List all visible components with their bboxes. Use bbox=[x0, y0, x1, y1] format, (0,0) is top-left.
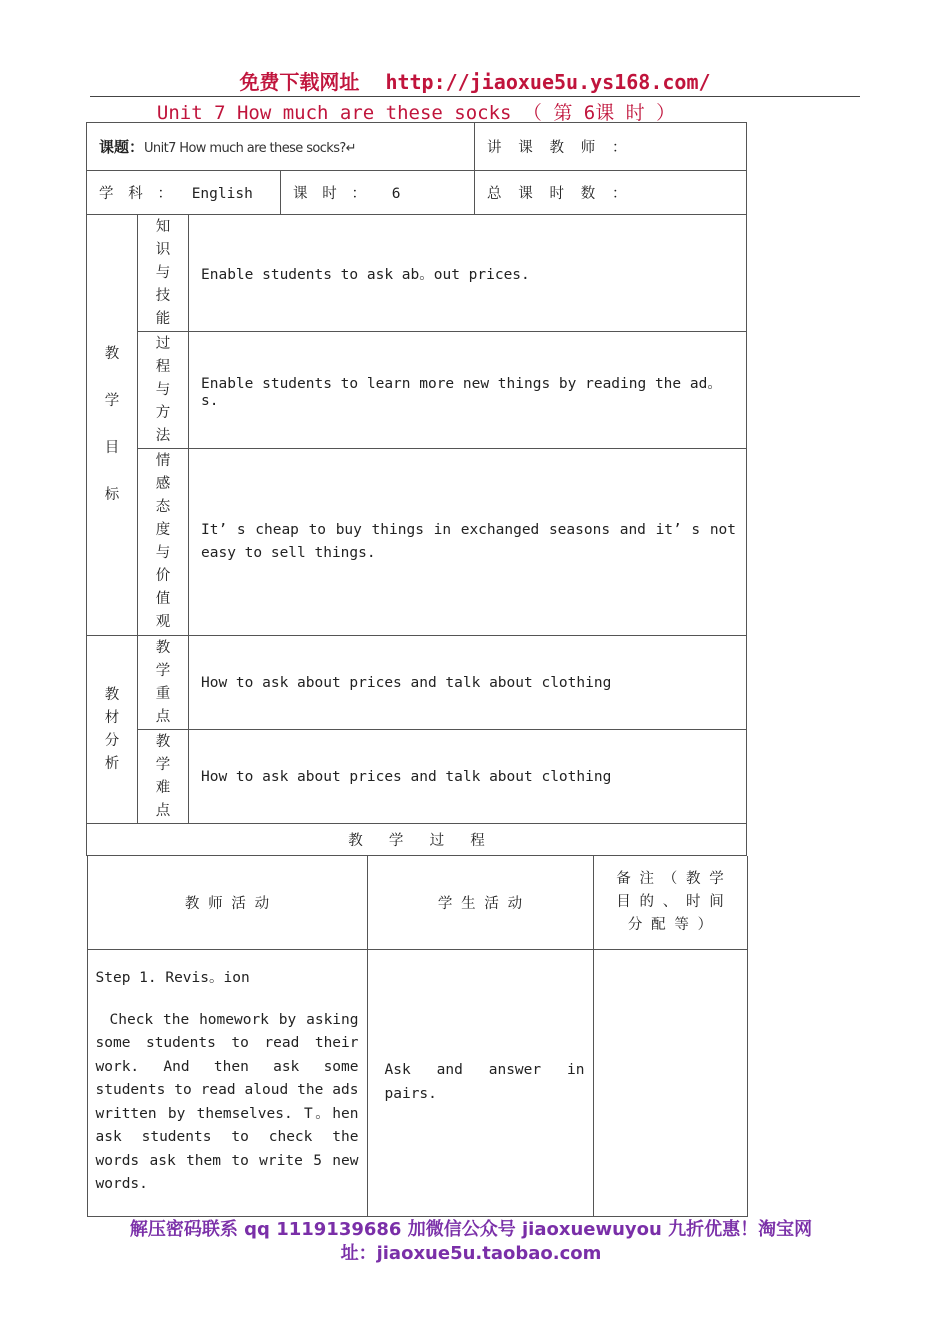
analysis-group-label: 教 材 分 析 bbox=[87, 636, 138, 824]
teacher-cell bbox=[475, 123, 747, 171]
objective-text-emotion: It’ s cheap to buy things in exchanged seasons and it’ s not easy to sell things. bbox=[189, 449, 747, 636]
student-activity-cell: Ask and answer in pairs. bbox=[367, 949, 593, 1216]
analysis-row-key-points bbox=[87, 636, 747, 730]
subject-row bbox=[87, 171, 747, 215]
process-heading-row bbox=[87, 824, 747, 856]
process-table bbox=[87, 856, 748, 1217]
footer-line-2[interactable]: 址：jiaoxue5u.taobao.com bbox=[340, 1243, 602, 1264]
analysis-label-key-points: 教 学 重 点 bbox=[138, 636, 189, 730]
topic-row bbox=[87, 123, 747, 171]
teacher-activity-header: 教 师 活 动 bbox=[87, 856, 367, 949]
footer-line-1: 解压密码联系 qq 1119139686 加微信公众号 jiaoxuewuyou 九折优惠！淘宝网 bbox=[129, 1219, 813, 1240]
notes-header: 备 注 （ 教 学 目 的 、 时 间 分 配 等 ） bbox=[593, 856, 747, 949]
notes-cell bbox=[593, 949, 747, 1216]
period-value: 6 bbox=[391, 186, 401, 202]
objective-row-knowledge bbox=[87, 215, 747, 332]
topic-label: 课题： bbox=[99, 138, 145, 156]
process-section bbox=[87, 856, 747, 1217]
step-title: Step 1. Revis。ion bbox=[95, 969, 250, 986]
process-heading: 教 学 过 程 bbox=[87, 824, 747, 856]
topic-value: Unit7 How much are these socks?↵ bbox=[144, 141, 356, 156]
document-title: Unit 7 How much are these socks （ 第 6课 时 ） bbox=[156, 102, 676, 124]
lesson-plan-table bbox=[86, 122, 747, 1217]
analysis-row-difficulties bbox=[87, 730, 747, 824]
objective-text-process: Enable students to learn more new things by reading the ad。 s. bbox=[189, 332, 747, 449]
banner-left-text: 免费下载网址 bbox=[239, 70, 360, 94]
banner-url[interactable]: http://jiaoxue5u.ys168.com/ bbox=[385, 70, 711, 94]
teacher-label: 讲 课 教 师 ： bbox=[487, 140, 631, 156]
subject-label: 学 科 ： bbox=[99, 186, 175, 202]
objective-text-knowledge: Enable students to ask ab。out prices. bbox=[189, 215, 747, 332]
objective-row-process bbox=[87, 332, 747, 449]
analysis-text-key-points: How to ask about prices and talk about clothing bbox=[189, 636, 747, 730]
step-1-row bbox=[87, 949, 747, 1216]
footer-contact bbox=[86, 1218, 856, 1266]
objectives-group-label: 教 学 目 标 bbox=[87, 215, 138, 636]
analysis-label-difficulties: 教 学 难 点 bbox=[138, 730, 189, 824]
subject-value: English bbox=[191, 186, 253, 202]
student-activity-header: 学 生 活 动 bbox=[367, 856, 593, 949]
period-label: 课 时 ： bbox=[293, 186, 369, 202]
total-periods-label: 总 课 时 数 ： bbox=[487, 186, 631, 202]
objective-label-emotion: 情 感 态 度 与 价 值 观 bbox=[138, 449, 189, 636]
objective-label-knowledge: 知 识 与 技 能 bbox=[138, 215, 189, 332]
objective-label-process: 过 程 与 方 法 bbox=[138, 332, 189, 449]
objective-row-emotion bbox=[87, 449, 747, 636]
step-body: Check the homework by asking some students to read their work. And then ask some students to read aloud the ads written by themselves. T。hen ask students to check the words ask them to write 5 new words. bbox=[95, 1011, 359, 1192]
process-header-row bbox=[87, 856, 747, 949]
analysis-text-difficulties: How to ask about prices and talk about clothing bbox=[189, 730, 747, 824]
top-banner bbox=[90, 66, 860, 97]
teacher-activity-cell bbox=[87, 949, 367, 1216]
